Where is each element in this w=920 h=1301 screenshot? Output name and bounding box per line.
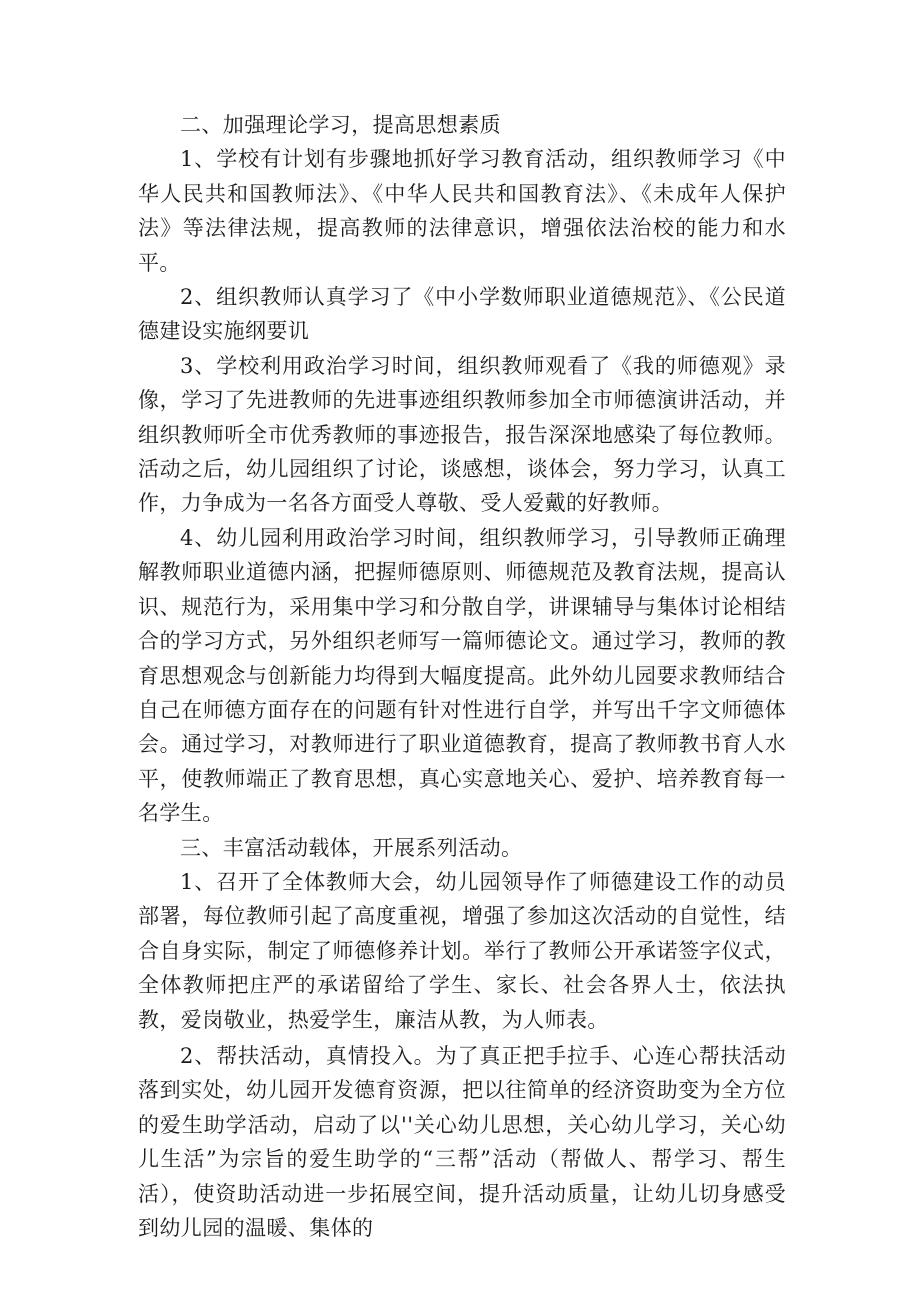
paragraph-3-1: 1、召开了全体教师大会，幼儿园领导作了师德建设工作的动员部署，每位教师引起了高度重视，增强了参加这次活动的自觉性，结合自身实际，制定了师德修养计划。举行了教师公开承诺签字仪式，全体教师把庄严的承诺留给了学生、家长、社会各界人士，依法执教，爱岗敬业，热爱学生，廉洁从教，为人师表。 <box>138 869 786 1032</box>
paragraph-2-1: 1、学校有计划有步骤地抓好学习教育活动，组织教师学习《中华人民共和国教师法》、《中华人民共和国教育法》、《未成年人保护法》等法律法规，提高教师的法律意识，增强依法治校的能力和水平。 <box>138 147 786 275</box>
document-body <box>138 108 786 1245</box>
paragraph-2-2: 2、组织教师认真学习了《中小学数师职业道德规范》、《公民道德建设实施纲要讥 <box>138 285 786 344</box>
paragraph-2-4: 4、幼儿园利用政治学习时间，组织教师学习，引导教师正确理解教师职业道德内涵，把握师德原则、师德规范及教育法规，提高认识、规范行为，采用集中学习和分散自学，讲课辅导与集体讨论相结合的学习方式，另外组织老师写一篇师德论文。通过学习，教师的教育思想观念与创新能力均得到大幅度提高。此外幼儿园要求教师结合自己在师德方面存在的问题有针对性进行自学，并写出千字文师德体会。通过学习，对教师进行了职业道德教育，提高了教师教书育人水平，使教师端正了教育思想，真心实意地关心、爱护、培养教育每一名学生。 <box>138 525 786 826</box>
section-heading-2: 二、加强理论学习，提高思想素质 <box>180 113 501 137</box>
paragraph-2-3: 3、学校利用政治学习时间，组织教师观看了《我的师德观》录像，学习了先进教师的先进事迹组织教师参加全市师德演讲活动，并组织教师听全市优秀教师的事迹报告，报告深深地感染了每位教师。活动之后，幼儿园组织了讨论，谈感想，谈体会，努力学习，认真工作，力争成为一名各方面受人尊敬、受人爱戴的好教师。 <box>138 353 786 516</box>
paragraph-3-2: 2、帮扶活动，真情投入。为了真正把手拉手、心连心帮扶活动落到实处，幼儿园开发德育资源，把以往简单的经济资助变为全方位的爱生助学活动，启动了以''关心幼儿思想，关心幼儿学习，关心幼儿生活”为宗旨的爱生助学的“三帮”活动（帮做人、帮学习、帮生活），使资助活动进一步拓展空间，提升活动质量，让幼儿切身感受到幼儿园的温暖、集体的 <box>138 1043 786 1240</box>
section-heading-3: 三、丰富活动载体，开展系列活动。 <box>180 835 523 860</box>
